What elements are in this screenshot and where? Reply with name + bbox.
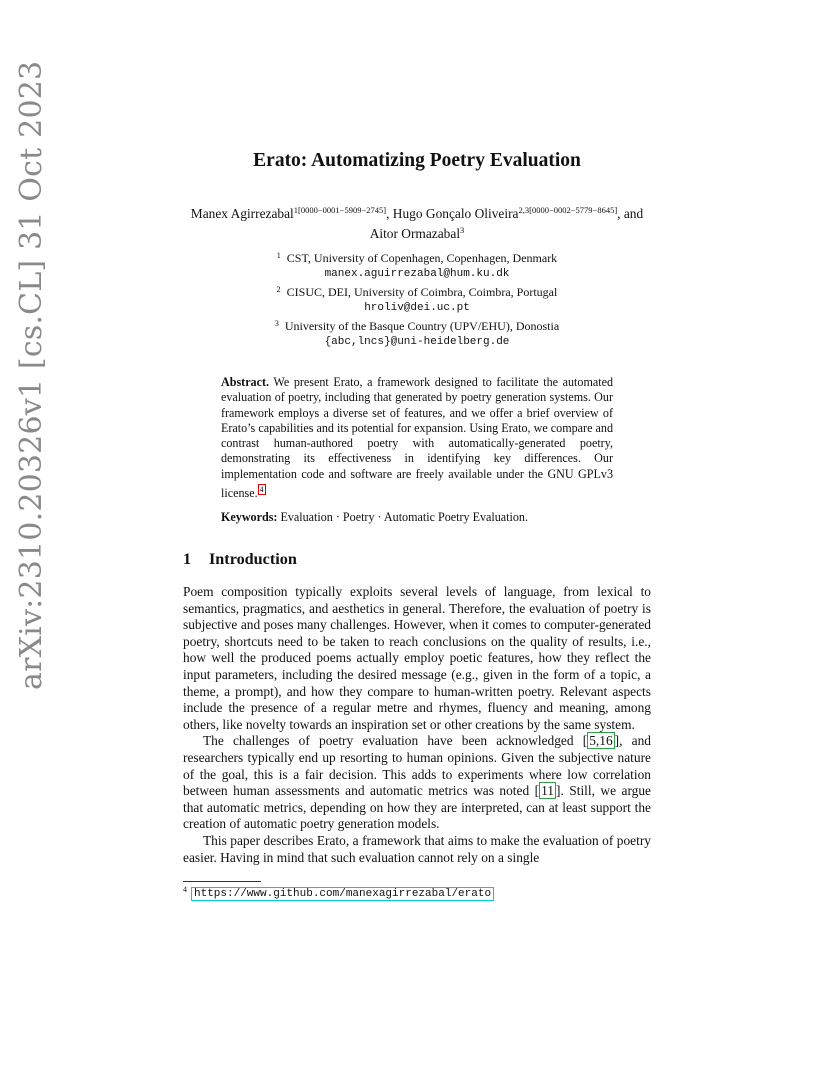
- citation-number: 16: [599, 733, 613, 749]
- affil-text: CISUC, DEI, University of Coimbra, Coimbra, Portugal: [286, 285, 558, 299]
- author-name: Manex Agirrezabal: [190, 206, 294, 221]
- paragraph-text: ], and researchers typically end up resorting to human opinions. Given the subjective nature of the goal, this is a fair decision. This adds to experiments where low correlation between human assessments and automatic metrics was noted [: [183, 733, 651, 799]
- affil-email: hroliv@dei.uc.pt: [364, 301, 470, 314]
- paragraph: This paper describes Erato, a framework that aims to make the evaluation of poetry easier. Having in mind that such evaluation cannot rely on a single: [183, 832, 651, 865]
- affil-mark: 2: [276, 285, 281, 294]
- affiliation: [183, 282, 651, 301]
- paragraph: Poem composition typically exploits several levels of language, from lexical to semantics, pragmatics, and aesthetics in general. Therefore, the evaluation of poetry is subjective and poses many challenges. However, when it comes to computer-generated poetry, shortcuts need to be taken to reach conclusions on the quality of results, i.e., how well the produced poems actually employ poetic features, how they reflect the input parameters, including the desired message (e.g., given in the form of a topic, a theme, a prompt), and how they compare to human-written poetry. Relevant aspects include the presence of a regular metre and rhymes, fluency and meaning, among others, like novelty towards an inspiration set or other creations by the same system.: [183, 584, 651, 732]
- keywords: [221, 510, 613, 525]
- author-affil-mark: 3: [460, 225, 465, 235]
- citation-link[interactable]: [587, 732, 614, 749]
- paragraph-text: ]. Still, we argue that automatic metrics, depending on how they are interpreted, can at least support the creation of automatic poetry generation models.: [183, 783, 651, 832]
- arxiv-identifier: arXiv:2310.20326v1 [cs.CL] 31 Oct 2023: [14, 60, 49, 690]
- author-list: [183, 202, 651, 242]
- affil-email: {abc,lncs}@uni-heidelberg.de: [324, 335, 510, 348]
- affil-mark: 1: [276, 251, 281, 260]
- citation-link[interactable]: 11: [541, 783, 554, 799]
- affil-mark: 3: [274, 319, 279, 328]
- abstract: [221, 375, 613, 501]
- paragraph: [183, 733, 651, 833]
- abstract-label: Abstract.: [221, 375, 270, 389]
- footnote-link[interactable]: 4: [259, 485, 264, 495]
- paper-title: Erato: Automatizing Poetry Evaluation: [253, 150, 581, 171]
- section-title: Introduction: [209, 550, 297, 568]
- affil-text: University of the Basque Country (UPV/EHU), Donostia: [284, 319, 560, 333]
- citation-number: 5: [589, 733, 596, 749]
- footnote-url-link[interactable]: https://www.github.com/manexagirrezabal/erato: [191, 887, 494, 901]
- keywords-text: Evaluation · Poetry · Automatic Poetry Evaluation.: [280, 510, 529, 524]
- affiliations: [183, 248, 651, 350]
- section-number: 1: [183, 550, 192, 568]
- footnote-divider: [183, 881, 261, 882]
- keywords-label: Keywords:: [221, 510, 278, 524]
- affil-text: CST, University of Copenhagen, Copenhagen, Denmark: [286, 251, 558, 265]
- author-orcid: 2,3[0000−0002−5779−8645]: [518, 205, 618, 215]
- affiliation: [183, 248, 651, 267]
- author-name: , Hugo Gonçalo Oliveira: [386, 206, 519, 221]
- footnote-mark: 4: [183, 885, 187, 894]
- citation-separator: ,: [595, 733, 600, 749]
- footnote: [183, 885, 651, 900]
- abstract-text: We present Erato, a framework designed to facilitate the automated evaluation of poetry, including that generated by poetry generation systems. Our framework employs a diverse set of features, and we offer a brief overview of Erato’s capabilities and its potential for expansion. Using Erato, we compare and contrast human-authored poetry with automatically-generated poetry, demonstrating its effectiveness in identifying key differences. Our implementation code and software are freely available under the GNU GPLv3 license.: [221, 375, 614, 501]
- author-name: , and Aitor Ormazabal: [369, 206, 644, 241]
- affil-email: manex.aguirrezabal@hum.ku.dk: [324, 267, 510, 280]
- paragraph-text: The challenges of poetry evaluation have been acknowledged [: [203, 733, 588, 749]
- body-text: [183, 584, 651, 866]
- author-orcid: 1[0000−0001−5909−2745]: [293, 205, 387, 215]
- section-heading: [183, 550, 651, 569]
- affiliation: [183, 316, 651, 335]
